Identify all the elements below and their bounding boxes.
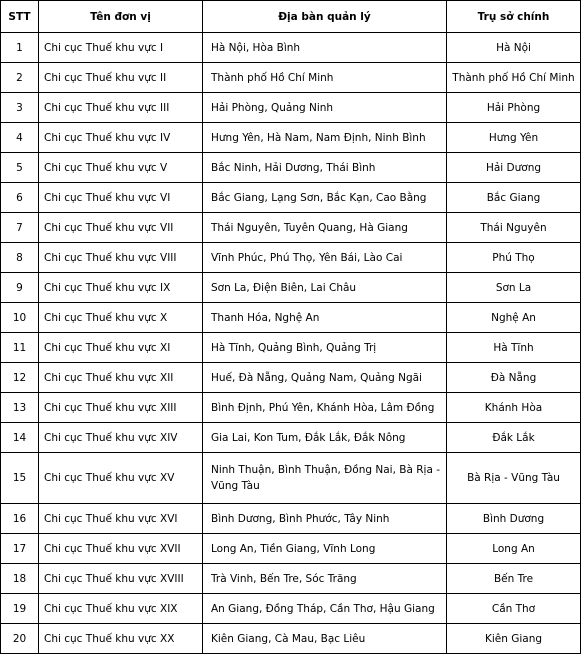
cell-stt: 8: [1, 243, 39, 273]
cell-managed-area: Bắc Ninh, Hải Dương, Thái Bình: [203, 153, 447, 183]
cell-stt: 10: [1, 303, 39, 333]
cell-headquarters: Cần Thơ: [447, 594, 581, 624]
cell-headquarters: Đà Nẵng: [447, 363, 581, 393]
cell-managed-area: Kiên Giang, Cà Mau, Bạc Liêu: [203, 624, 447, 654]
cell-managed-area: Ninh Thuận, Bình Thuận, Đồng Nai, Bà Rịa - Vũng Tàu: [203, 453, 447, 504]
cell-unit-name: Chi cục Thuế khu vực III: [39, 93, 203, 123]
cell-unit-name: Chi cục Thuế khu vực XIII: [39, 393, 203, 423]
cell-headquarters: Thái Nguyên: [447, 213, 581, 243]
cell-managed-area: Sơn La, Điện Biên, Lai Châu: [203, 273, 447, 303]
header-stt: STT: [1, 1, 39, 33]
cell-unit-name: Chi cục Thuế khu vực XX: [39, 624, 203, 654]
header-managed-area: Địa bàn quản lý: [203, 1, 447, 33]
table-row: [1, 594, 581, 624]
table-row: [1, 534, 581, 564]
cell-stt: 2: [1, 63, 39, 93]
cell-stt: 5: [1, 153, 39, 183]
table-row: [1, 213, 581, 243]
cell-unit-name: Chi cục Thuế khu vực XVIII: [39, 564, 203, 594]
cell-headquarters: Thành phố Hồ Chí Minh: [447, 63, 581, 93]
table-row: [1, 33, 581, 63]
table-row: [1, 273, 581, 303]
cell-headquarters: Hà Nội: [447, 33, 581, 63]
cell-stt: 18: [1, 564, 39, 594]
cell-unit-name: Chi cục Thuế khu vực IX: [39, 273, 203, 303]
cell-managed-area: Hà Nội, Hòa Bình: [203, 33, 447, 63]
table-row: [1, 624, 581, 654]
cell-stt: 16: [1, 504, 39, 534]
cell-unit-name: Chi cục Thuế khu vực XIX: [39, 594, 203, 624]
cell-stt: 15: [1, 453, 39, 504]
cell-managed-area: An Giang, Đồng Tháp, Cần Thơ, Hậu Giang: [203, 594, 447, 624]
cell-managed-area: Bình Định, Phú Yên, Khánh Hòa, Lâm Đồng: [203, 393, 447, 423]
cell-headquarters: Phú Thọ: [447, 243, 581, 273]
cell-stt: 3: [1, 93, 39, 123]
cell-unit-name: Chi cục Thuế khu vực I: [39, 33, 203, 63]
cell-headquarters: Bình Dương: [447, 504, 581, 534]
table-row: [1, 303, 581, 333]
cell-stt: 20: [1, 624, 39, 654]
cell-stt: 19: [1, 594, 39, 624]
cell-unit-name: Chi cục Thuế khu vực XIV: [39, 423, 203, 453]
cell-unit-name: Chi cục Thuế khu vực XII: [39, 363, 203, 393]
cell-headquarters: Nghệ An: [447, 303, 581, 333]
cell-headquarters: Hà Tĩnh: [447, 333, 581, 363]
cell-unit-name: Chi cục Thuế khu vực VIII: [39, 243, 203, 273]
cell-headquarters: Long An: [447, 534, 581, 564]
table-body: [1, 33, 581, 654]
cell-stt: 4: [1, 123, 39, 153]
cell-unit-name: Chi cục Thuế khu vực XV: [39, 453, 203, 504]
cell-managed-area: Hưng Yên, Hà Nam, Nam Định, Ninh Bình: [203, 123, 447, 153]
cell-managed-area: Huế, Đà Nẵng, Quảng Nam, Quảng Ngãi: [203, 363, 447, 393]
cell-headquarters: Hải Phòng: [447, 93, 581, 123]
cell-managed-area: Thanh Hóa, Nghệ An: [203, 303, 447, 333]
cell-stt: 1: [1, 33, 39, 63]
cell-unit-name: Chi cục Thuế khu vực V: [39, 153, 203, 183]
cell-unit-name: Chi cục Thuế khu vực VI: [39, 183, 203, 213]
table-row: [1, 183, 581, 213]
cell-headquarters: Kiên Giang: [447, 624, 581, 654]
cell-managed-area: Gia Lai, Kon Tum, Đắk Lắk, Đắk Nông: [203, 423, 447, 453]
cell-unit-name: Chi cục Thuế khu vực II: [39, 63, 203, 93]
cell-unit-name: Chi cục Thuế khu vực XVII: [39, 534, 203, 564]
table-row: [1, 363, 581, 393]
cell-managed-area: Bắc Giang, Lạng Sơn, Bắc Kạn, Cao Bằng: [203, 183, 447, 213]
cell-managed-area: Trà Vinh, Bến Tre, Sóc Trăng: [203, 564, 447, 594]
header-unit-name: Tên đơn vị: [39, 1, 203, 33]
cell-managed-area: Long An, Tiền Giang, Vĩnh Long: [203, 534, 447, 564]
cell-stt: 14: [1, 423, 39, 453]
table-row: [1, 393, 581, 423]
cell-headquarters: Khánh Hòa: [447, 393, 581, 423]
table-row: [1, 123, 581, 153]
cell-unit-name: Chi cục Thuế khu vực XI: [39, 333, 203, 363]
cell-headquarters: Sơn La: [447, 273, 581, 303]
cell-managed-area: Hải Phòng, Quảng Ninh: [203, 93, 447, 123]
table-row: [1, 423, 581, 453]
cell-managed-area: Bình Dương, Bình Phước, Tây Ninh: [203, 504, 447, 534]
table-row: [1, 63, 581, 93]
cell-managed-area: Hà Tĩnh, Quảng Bình, Quảng Trị: [203, 333, 447, 363]
cell-stt: 12: [1, 363, 39, 393]
cell-unit-name: Chi cục Thuế khu vực X: [39, 303, 203, 333]
header-headquarters: Trụ sở chính: [447, 1, 581, 33]
cell-unit-name: Chi cục Thuế khu vực IV: [39, 123, 203, 153]
cell-headquarters: Bến Tre: [447, 564, 581, 594]
cell-unit-name: Chi cục Thuế khu vực XVI: [39, 504, 203, 534]
cell-managed-area: Thái Nguyên, Tuyên Quang, Hà Giang: [203, 213, 447, 243]
table-row: [1, 564, 581, 594]
cell-headquarters: Hải Dương: [447, 153, 581, 183]
cell-headquarters: Bà Rịa - Vũng Tàu: [447, 453, 581, 504]
cell-unit-name: Chi cục Thuế khu vực VII: [39, 213, 203, 243]
cell-stt: 17: [1, 534, 39, 564]
cell-stt: 13: [1, 393, 39, 423]
table-row: [1, 153, 581, 183]
table-header-row: [1, 1, 581, 33]
table-row: [1, 333, 581, 363]
table-row: [1, 243, 581, 273]
cell-headquarters: Hưng Yên: [447, 123, 581, 153]
cell-headquarters: Bắc Giang: [447, 183, 581, 213]
cell-stt: 9: [1, 273, 39, 303]
cell-stt: 11: [1, 333, 39, 363]
table-row: [1, 93, 581, 123]
cell-headquarters: Đắk Lắk: [447, 423, 581, 453]
cell-managed-area: Thành phố Hồ Chí Minh: [203, 63, 447, 93]
cell-managed-area: Vĩnh Phúc, Phú Thọ, Yên Bái, Lào Cai: [203, 243, 447, 273]
table-row: [1, 504, 581, 534]
table-row: [1, 453, 581, 504]
cell-stt: 7: [1, 213, 39, 243]
cell-stt: 6: [1, 183, 39, 213]
